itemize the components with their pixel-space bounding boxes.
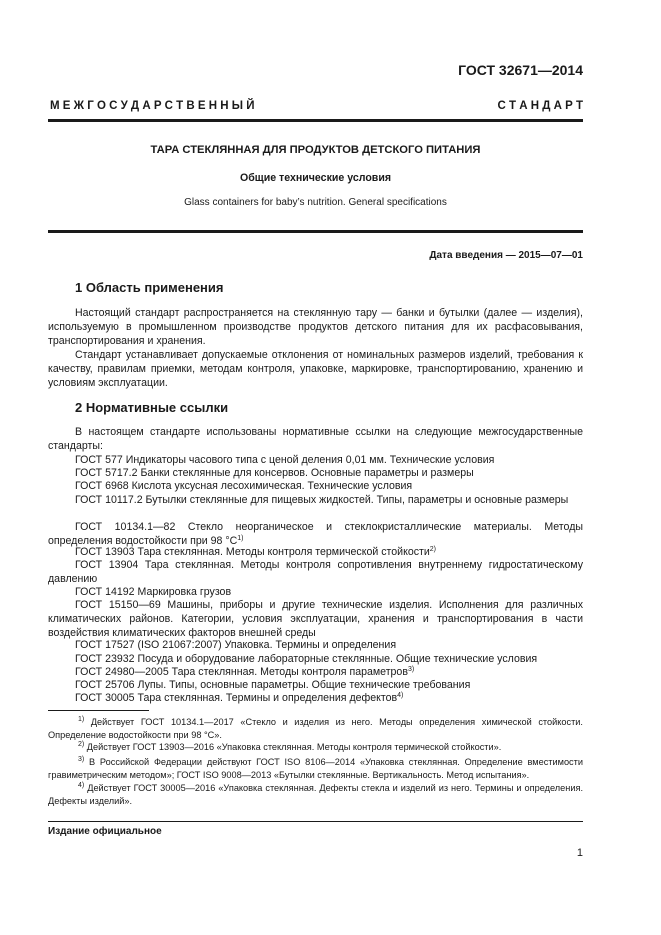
official-edition-label: Издание официальное <box>48 826 162 837</box>
page-number: 1 <box>576 847 583 859</box>
section-1-paragraph-2 <box>48 348 583 390</box>
reference-item <box>48 453 583 467</box>
header-rule <box>48 119 583 122</box>
section-1-heading: 1 Область применения <box>75 280 224 295</box>
footnote-mark: 2) <box>429 546 437 553</box>
footnote-mark: 1) <box>237 535 244 542</box>
reference-item <box>48 678 583 692</box>
reference-text: ГОСТ 15150—69 Машины, приборы и другие технические изделия. Исполнения для различных климатических районов. Категории, условия эксплуатации, хранения и транспортирования в части воздействия климатических факторов внешней среды <box>48 599 583 639</box>
footnote <box>48 741 583 754</box>
reference-text: ГОСТ 14192 Маркировка грузов <box>75 586 232 598</box>
reference-text: ГОСТ 10134.1—82 Стекло неорганическое и стеклокристаллические материалы. Методы определения водостойкости при 98 °С <box>48 521 583 547</box>
footnote <box>48 782 583 807</box>
reference-item <box>48 545 583 559</box>
document-subtitle: Общие технические условия <box>239 172 392 184</box>
footnote-text: Действует ГОСТ 10134.1—2017 «Стекло и изделия из него. Методы определения химической стойкости. Определение водостойкости при 98 °С». <box>48 717 583 740</box>
footnote <box>48 756 583 781</box>
reference-text: ГОСТ 25706 Лупы. Типы, основные параметры. Общие технические требования <box>75 679 471 691</box>
reference-item <box>48 479 583 493</box>
reference-item <box>48 520 583 548</box>
reference-item <box>48 665 583 679</box>
paragraph-text: В настоящем стандарте использованы нормативные ссылки на следующие межгосударственные стандарты: <box>48 426 583 452</box>
reference-item <box>48 585 583 599</box>
reference-text: ГОСТ 10117.2 Бутылки стеклянные для пищевых жидкостей. Типы, параметры и основные размеры <box>75 494 569 506</box>
reference-item <box>48 691 583 705</box>
document-title: ТАРА СТЕКЛЯННАЯ ДЛЯ ПРОДУКТОВ ДЕТСКОГО ПИТАНИЯ <box>150 144 481 156</box>
document-title-english: Glass containers for baby’s nutrition. General specifications <box>184 197 447 208</box>
paragraph-text: Настоящий стандарт распространяется на стеклянную тару — банки и бутылки (далее — изделия), используемую в промышленном производстве продуктов детского питания для их расфасовывания, транспортирования и хранения. <box>48 307 583 347</box>
reference-item <box>48 558 583 586</box>
footnote-number: 3) <box>78 756 85 763</box>
paragraph-text: Стандарт устанавливает допускаемые отклонения от номинальных размеров изделий, требования к качеству, правилам приемки, методам контроля, упаковке, маркировке, транспортированию, хранению и условиям эксплуатации. <box>48 349 583 389</box>
reference-text: ГОСТ 30005 Тара стеклянная. Термины и определения дефектов <box>75 692 398 704</box>
footer-rule <box>48 821 583 822</box>
footnote-mark: 3) <box>407 666 415 673</box>
footnote <box>48 716 583 741</box>
title-rule <box>48 230 583 233</box>
reference-text: ГОСТ 13903 Тара стеклянная. Методы контроля термической стойкости <box>75 546 430 558</box>
introduction-date: Дата введения — 2015—07—01 <box>429 250 583 261</box>
reference-item <box>48 638 583 652</box>
reference-text: ГОСТ 6968 Кислота уксусная лесохимическая. Технические условия <box>75 480 413 492</box>
reference-text: ГОСТ 577 Индикаторы часового типа с ценой деления 0,01 мм. Технические условия <box>75 454 495 466</box>
section-2-intro <box>48 425 583 453</box>
reference-text: ГОСТ 17527 (ISO 21067:2007) Упаковка. Термины и определения <box>75 639 397 651</box>
reference-item <box>48 652 583 666</box>
document-code: ГОСТ 32671—2014 <box>458 62 583 78</box>
interstate-standard-banner <box>50 100 583 112</box>
footnote-separator <box>48 710 149 711</box>
reference-item <box>48 493 583 507</box>
section-2-heading: 2 Нормативные ссылки <box>75 400 229 415</box>
banner-word-interstate: М Е Ж Г О С У Д А Р С Т В Е Н Н Ы Й <box>50 100 255 112</box>
reference-item <box>48 466 583 480</box>
footnote-number: 2) <box>78 741 85 748</box>
reference-text: ГОСТ 24980—2005 Тара стеклянная. Методы контроля параметров <box>75 666 408 678</box>
footnote-text: Действует ГОСТ 13903—2016 «Упаковка стеклянная. Методы контроля термической стойкости». <box>86 742 502 752</box>
reference-text: ГОСТ 23932 Посуда и оборудование лабораторные стеклянные. Общие технические условия <box>75 653 538 665</box>
footnote-number: 4) <box>78 782 85 789</box>
banner-word-standard: С Т А Н Д А Р Т <box>497 100 583 112</box>
section-1-paragraph-1 <box>48 306 583 348</box>
footnote-mark: 4) <box>397 692 404 699</box>
footnote-number: 1) <box>78 716 85 723</box>
footnote-text: В Российской Федерации действуют ГОСТ ISO 8106—2014 «Упаковка стеклянная. Определение вместимости гравиметрическим методом»; ГОСТ ISO 9008—2013 «Бутылки стеклянные. Вертикальность. Метод испытания». <box>48 757 583 780</box>
reference-text: ГОСТ 13904 Тара стеклянная. Методы контроля сопротивления внутреннему гидростатическому давлению <box>48 559 583 585</box>
reference-text: ГОСТ 5717.2 Банки стеклянные для консервов. Основные параметры и размеры <box>75 467 474 479</box>
reference-item <box>48 598 583 640</box>
footnote-text: Действует ГОСТ 30005—2016 «Упаковка стеклянная. Дефекты стекла и изделий из него. Термины и определения. Дефекты изделий». <box>48 783 583 806</box>
